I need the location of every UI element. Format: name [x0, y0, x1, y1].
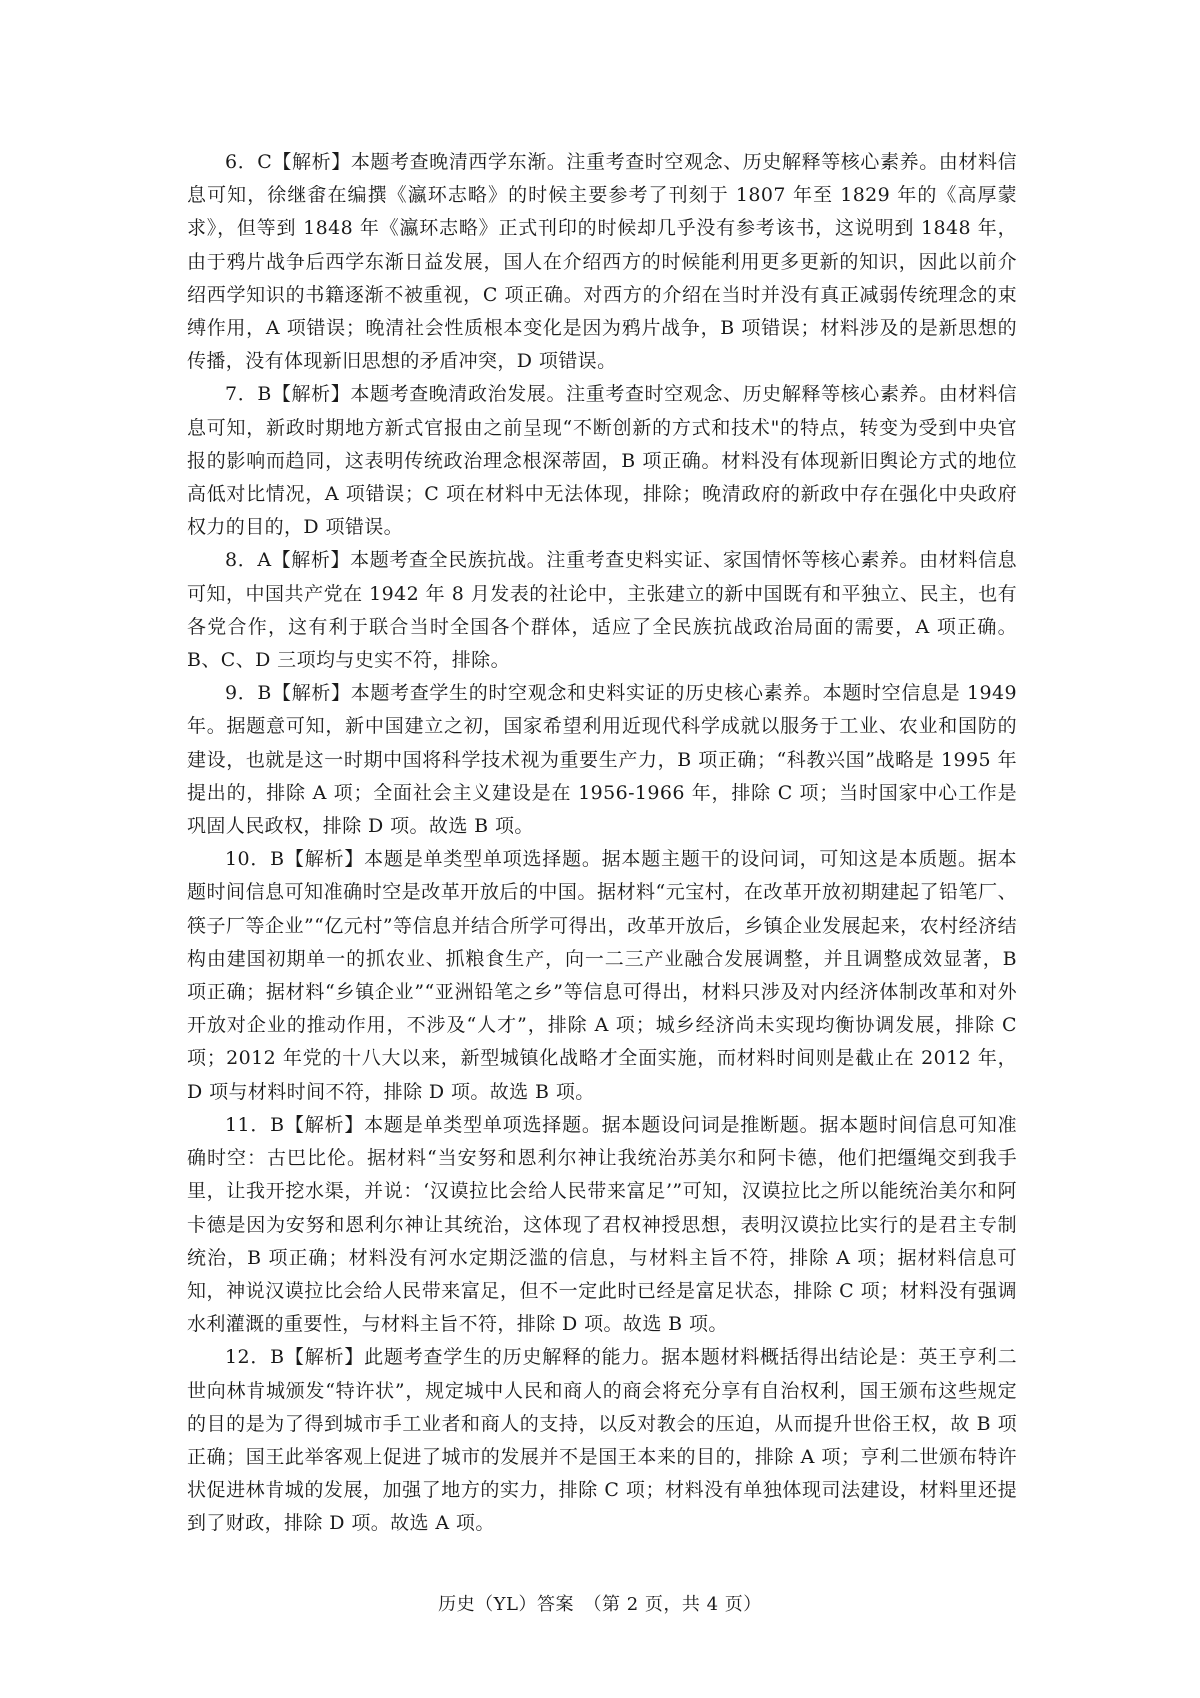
- answer-paragraph-10: 10．B【解析】本题是单类型单项选择题。据本题主题干的设问词，可知这是本质题。据本题时间信息可知准确时空是改革开放后的中国。据材料“元宝村，在改革开放初期建起了铅笔厂、筷子厂等企业”“亿元村”等信息并结合所学可得出，改革开放后，乡镇企业发展起来，农村经济结构由建国初期单一的抓农业、抓粮食生产，向一二三产业融合发展调整，并且调整成效显著，B 项正确；据材料“乡镇企业”“亚洲铅笔之乡”等信息可得出，材料只涉及对内经济体制改革和对外开放对企业的推动作用，不涉及“人才”，排除 A 项；城乡经济尚未实现均衡协调发展，排除 C 项；2012 年党的十八大以来，新型城镇化战略才全面实施，而材料时间则是截止在 2012 年，D 项与材料时间不符，排除 D 项。故选 B 项。: [187, 848, 1017, 1103]
- answer-paragraph-9: 9．B【解析】本题考查学生的时空观念和史料实证的历史核心素养。本题时空信息是 1949 年。据题意可知，新中国建立之初，国家希望利用近现代科学成就以服务于工业、农业和国防的建设，也就是这一时期中国将科学技术视为重要生产力，B 项正确；“科教兴国”战略是 1995 年提出的，排除 A 项；全面社会主义建设是在 1956-1966 年，排除 C 项；当时国家中心工作是巩固人民政权，排除 D 项。故选 B 项。: [187, 682, 1017, 838]
- answer-paragraph-7: 7．B【解析】本题考查晚清政治发展。注重考查时空观念、历史解释等核心素养。由材料信息可知，新政时期地方新式官报由之前呈现“不断创新的方式和技术"的特点，转变为受到中央官报的影响而趋同，这表明传统政治理念根深蒂固，B 项正确。材料没有体现新旧舆论方式的地位高低对比情况，A 项错误；C 项在材料中无法体现，排除；晚清政府的新政中存在强化中央政府权力的目的，D 项错误。: [187, 383, 1017, 539]
- answer-paragraph-12: 12．B【解析】此题考查学生的历史解释的能力。据本题材料概括得出结论是：英王亨利二世向林肯城颁发“特许状”，规定城中人民和商人的商会将充分享有自治权利，国王颁布这些规定的目的是为了得到城市手工业者和商人的支持，以反对教会的压迫，从而提升世俗王权，故 B 项正确；国王此举客观上促进了城市的发展并不是国王本来的目的，排除 A 项；亨利二世颁布特许状促进林肯城的发展，加强了地方的实力，排除 C 项；材料没有单独体现司法建设，材料里还提到了财政，排除 D 项。故选 A 项。: [187, 1346, 1017, 1535]
- answer-paragraph-8: 8．A【解析】本题考查全民族抗战。注重考查史料实证、家国情怀等核心素养。由材料信息可知，中国共产党在 1942 年 8 月发表的社论中，主张建立的新中国既有和平独立、民主，也有各党合作，这有利于联合当时全国各个群体，适应了全民族抗战政治局面的需要，A 项正确。B、C、D 三项均与史实不符，排除。: [187, 549, 1017, 672]
- answer-content: [187, 146, 1017, 1541]
- page-footer: 历史（YL）答案 （第 2 页，共 4 页）: [438, 1594, 762, 1615]
- answer-paragraph-6: 6．C【解析】本题考查晚清西学东渐。注重考查时空观念、历史解释等核心素养。由材料信息可知，徐继畬在编撰《瀛环志略》的时候主要参考了刊刻于 1807 年至 1829 年的《高厚蒙求》，但等到 1848 年《瀛环志略》正式刊印的时候却几乎没有参考该书，这说明到 1848 年，由于鸦片战争后西学东渐日益发展，国人在介绍西方的时候能利用更多更新的知识，因此以前介绍西学知识的书籍逐渐不被重视，C 项正确。对西方的介绍在当时并没有真正减弱传统理念的束缚作用，A 项错误；晚清社会性质根本变化是因为鸦片战争，B 项错误；材料涉及的是新思想的传播，没有体现新旧思想的矛盾冲突，D 项错误。: [187, 151, 1017, 373]
- answer-paragraph-11: 11．B【解析】本题是单类型单项选择题。据本题设问词是推断题。据本题时间信息可知准确时空：古巴比伦。据材料“当安努和恩利尔神让我统治苏美尔和阿卡德，他们把缰绳交到我手里，让我开挖水渠，并说：‘汉谟拉比会给人民带来富足’”可知，汉谟拉比之所以能统治美尔和阿卡德是因为安努和恩利尔神让其统治，这体现了君权神授思想，表明汉谟拉比实行的是君主专制统治，B 项正确；材料没有河水定期泛滥的信息，与材料主旨不符，排除 A 项；据材料信息可知，神说汉谟拉比会给人民带来富足，但不一定此时已经是富足状态，排除 C 项；材料没有强调水利灌溉的重要性，与材料主旨不符，排除 D 项。故选 B 项。: [187, 1113, 1017, 1336]
